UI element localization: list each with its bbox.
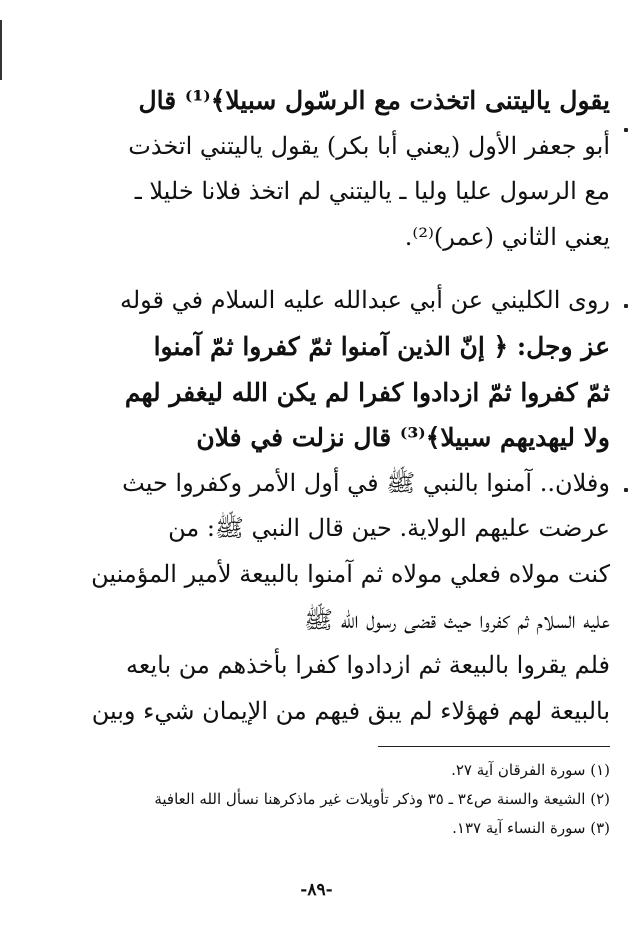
text-line: يعني الثاني (عمر)⁽²⁾. [404,222,610,251]
main-text [90,78,610,734]
text-line: روى الكليني عن أبي عبدالله عليه السلام في قوله [119,286,610,315]
text-line: فلم يقروا بالبيعة ثم ازدادوا كفرا بأخذهم من بايعه [126,651,610,680]
text-line: عرضت عليهم الولاية. حين قال النبي ﷺ: من [168,514,610,543]
text-line: عليه السلام ثم كفروا حيث قضى رسول الله ﷺ [303,605,610,634]
text-line: يقول ياليتنى اتخذت مع الرسّول سبيلا﴾⁽¹⁾ قال [138,86,610,115]
text-line: أبو جعفر الأول (يعني أبا بكر) يقول ياليتني اتخذت [128,131,610,160]
page-number: -٨٩- [300,880,333,900]
footnote-divider [378,746,610,747]
footnote: (٢) الشيعة والسنة ص٣٤ ـ ٣٥ وذكر تأويلات غير ماذكرهنا نسأل الله العافية [154,790,610,808]
footnotes [90,756,610,843]
text-line: كنت مولاه فعلي مولاه ثم آمنوا بالبيعة لأمير المؤمنين [91,559,610,588]
scan-margin-dot [624,304,628,308]
paragraph-2 [90,278,610,734]
text-line: بالبيعة لهم فهؤلاء لم يبق فيهم من الإيمان شيء وبين [91,696,610,725]
footnote: (٣) سورة النساء آية ١٣٧. [452,819,610,837]
footnote: (١) سورة الفرقان آية ٢٧. [451,761,610,779]
scan-margin-dot [624,128,628,132]
paragraph-1 [90,78,610,260]
text-line: ثمّ كفروا ثمّ ازدادوا كفرا لم يكن الله ليغفر لهم [124,377,610,407]
text-line: ولا ليهديهم سبيلا﴾⁽³⁾ قال نزلت في فلان [196,423,610,453]
scan-edge-mark [0,20,2,80]
text-line: وفلان.. آمنوا بالنبي ﷺ في أول الأمر وكفروا حيث [122,468,610,497]
text-line: عز وجل: ﴿ إنّ الذين آمنوا ثمّ كفروا ثمّ آمنوا [153,331,610,361]
scan-margin-dot [624,488,628,492]
text-line: مع الرسول عليا وليا ـ ياليتني لم اتخذ فلانا خليلا ـ [134,177,610,206]
